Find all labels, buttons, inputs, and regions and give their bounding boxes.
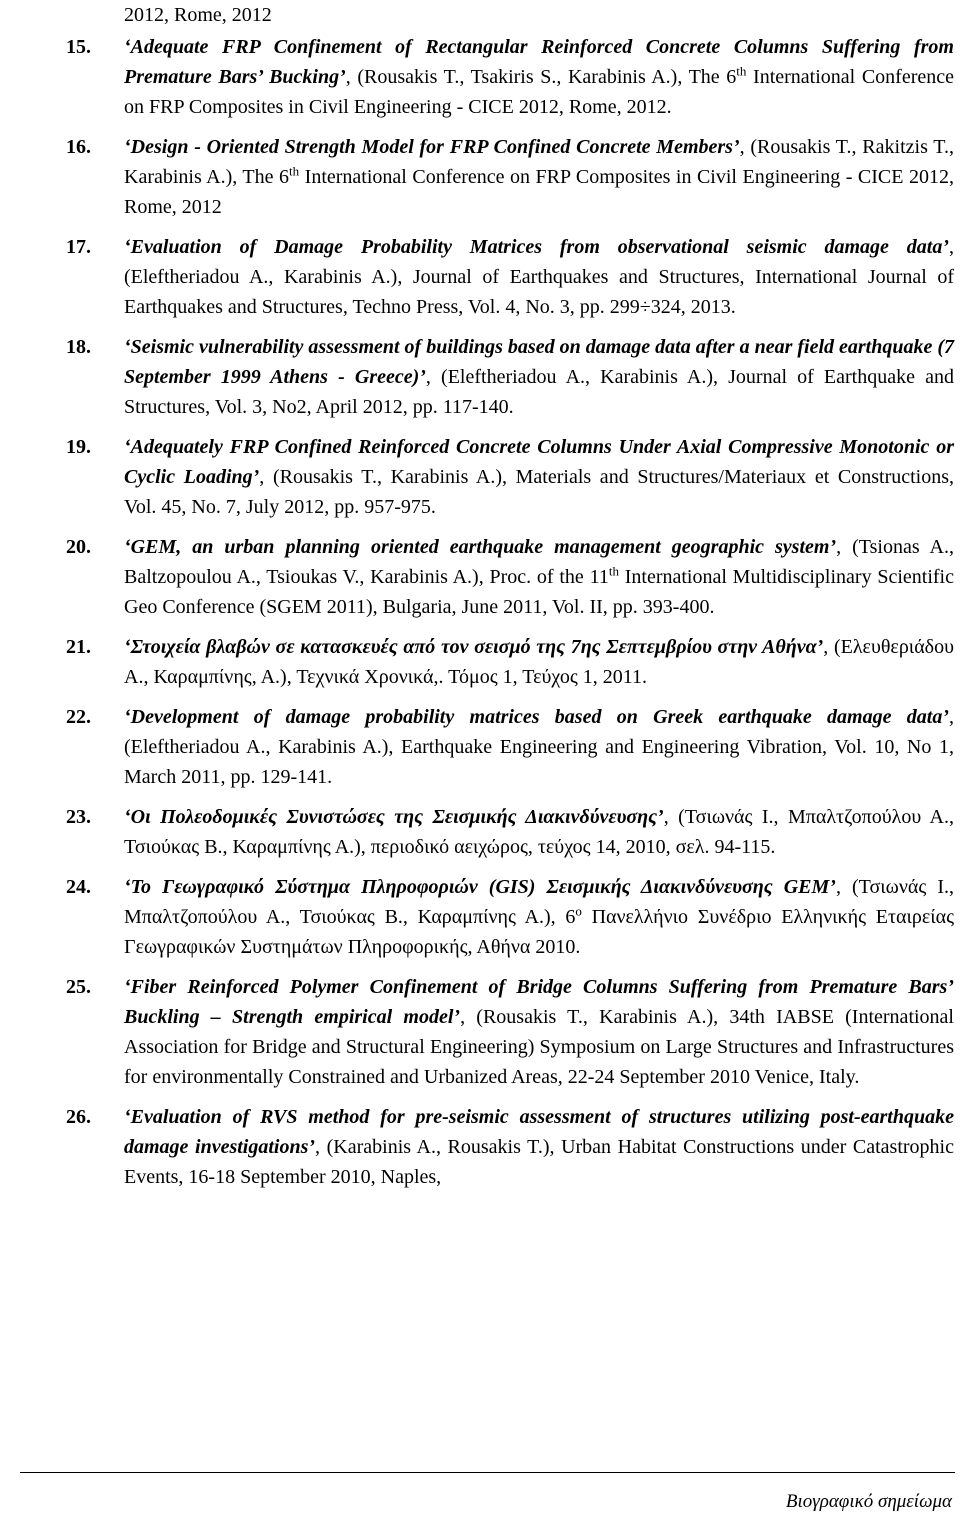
reference-item [0, 972, 954, 1092]
reference-item [0, 872, 954, 962]
reference-details: , (Τσιωνάς Ι., Μπαλτζοπούλου Α., Τσιούκας Β., Καραμπίνης Α.), 6 [124, 876, 954, 928]
reference-number: 23. [66, 806, 91, 828]
reference-details: , (Karabinis A., Rousakis T.), Urban Habitat Constructions under Catastrophic Events, 16-18 September 2010, Naples, [124, 1136, 954, 1188]
reference-item [0, 232, 954, 322]
reference-details-tail: International Conference on FRP Composites in Civil Engineering - CICE 2012, Rome, 2012 [124, 166, 954, 218]
reference-item [0, 702, 954, 792]
reference-superscript: th [289, 163, 300, 179]
reference-title: ‘Design - Oriented Strength Model for FRP Confined Concrete Members’ [124, 136, 740, 158]
reference-details: , (Ελευθεριάδου Α., Καραμπίνης, Α.), Τεχνικά Χρονικά,. Τόμος 1, Τεύχος 1, 2011. [124, 636, 954, 688]
reference-title: ‘Fiber Reinforced Polymer Confinement of Bridge Columns Suffering from Premature Bars’ Buckling – Strength empirical model’ [124, 976, 954, 1028]
reference-details: , (Rousakis T., Tsakiris S., Karabinis A.), The 6 [345, 66, 737, 88]
reference-number: 24. [66, 876, 91, 898]
reference-number: 17. [66, 236, 91, 258]
reference-title: ‘Evaluation of RVS method for pre-seismic assessment of structures utilizing post-earthquake damage investigations’ [124, 1106, 954, 1158]
reference-details-tail: International Conference on FRP Composites in Civil Engineering - CICE 2012, Rome, 2012. [124, 66, 954, 118]
reference-number: 20. [66, 536, 91, 558]
reference-details-tail: Πανελλήνιο Συνέδριο Ελληνικής Εταιρείας Γεωγραφικών Συστημάτων Πληροφορικής, Αθήνα 2010. [124, 906, 954, 958]
reference-item [0, 32, 954, 122]
reference-item [0, 632, 954, 692]
reference-title: ‘Seismic vulnerability assessment of buildings based on damage data after a near field earthquake (7 September 1999 Athens - Greece)’ [124, 336, 954, 388]
reference-item [0, 1102, 954, 1192]
reference-title: ‘Development of damage probability matrices based on Greek earthquake damage data’ [124, 706, 949, 728]
reference-number: 22. [66, 706, 91, 728]
reference-title: ‘GEM, an urban planning oriented earthquake management geographic system’ [124, 536, 837, 558]
reference-title: ‘Adequate FRP Confinement of Rectangular Reinforced Concrete Columns Suffering from Premature Bars’ Bucking’ [124, 36, 954, 88]
reference-title: ‘Στοιχεία βλαβών σε κατασκευές από τον σεισμό της 7ης Σεπτεμβρίου στην Αθήνα’ [124, 636, 824, 658]
reference-details: , (Rousakis T., Karabinis A.), Materials and Structures/Materiaux et Constructions, Vol. 45, No. 7, July 2012, pp. 957-975. [124, 466, 955, 518]
reference-number: 18. [66, 336, 91, 358]
reference-title: ‘Evaluation of Damage Probability Matrices from observational seismic damage data’ [124, 236, 949, 258]
reference-number: 21. [66, 636, 91, 658]
continuation-text: 2012, Rome, 2012 [124, 4, 272, 26]
reference-number: 25. [66, 976, 91, 998]
reference-details: , (Tsionas A., Baltzopoulou A., Tsioukas V., Karabinis A.), Proc. of the 11 [124, 536, 954, 588]
reference-title: ‘Οι Πολεοδομικές Συνιστώσες της Σεισμικής Διακινδύνευσης’ [124, 806, 664, 828]
reference-superscript: ο [575, 903, 582, 919]
reference-title: ‘Το Γεωγραφικό Σύστημα Πληροφοριών (GIS) Σεισμικής Διακινδύνευσης GEM’ [124, 876, 836, 898]
reference-number: 26. [66, 1106, 91, 1128]
reference-details: , (Eleftheriadou A., Karabinis A.), Earthquake Engineering and Engineering Vibration, Vol. 10, No 1, March 2011, pp. 129-141. [124, 706, 954, 788]
reference-item [0, 332, 954, 422]
footer-text: Βιογραφικό σημείωμα [785, 1491, 952, 1512]
reference-item [0, 802, 954, 862]
reference-number: 19. [66, 436, 91, 458]
reference-superscript: th [608, 563, 619, 579]
reference-number: 15. [66, 36, 91, 58]
reference-item [0, 532, 954, 622]
reference-item [0, 432, 954, 522]
footer-divider [20, 1472, 955, 1473]
reference-title: ‘Adequately FRP Confined Reinforced Concrete Columns Under Axial Compressive Monotonic or Cyclic Loading’ [124, 436, 954, 488]
reference-list [0, 32, 955, 1192]
reference-details: , (Τσιωνάς Ι., Μπαλτζοπούλου Α., Τσιούκας Β., Καραμπίνης Α.), περιοδικό αειχώρος, τεύχος 14, 2010, σελ. 94-115. [124, 806, 955, 858]
reference-number: 16. [66, 136, 91, 158]
reference-details: , (Eleftheriadou A., Karabinis A.), Journal of Earthquake and Structures, Vol. 3, No2, April 2012, pp. 117-140. [124, 366, 954, 418]
reference-details: , (Rousakis T., Rakitzis T., Karabinis A.), The 6 [124, 136, 954, 188]
reference-details: , (Eleftheriadou A., Karabinis A.), Journal of Earthquakes and Structures, International Journal of Earthquakes and Structures, Techno Press, Vol. 4, No. 3, pp. 299÷324, 2013. [124, 236, 954, 318]
reference-details: , (Rousakis T., Karabinis A.), 34th IABSE (International Association for Bridge and Structural Engineering) Symposium on Large Structures and Infrastructures for environmentally Constrained and Urbanized Areas, 22-24 September 2010 Venice, Italy. [124, 1006, 954, 1088]
reference-details-tail: International Multidisciplinary Scientific Geo Conference (SGEM 2011), Bulgaria, June 2011, Vol. II, pp. 393-400. [124, 566, 954, 618]
reference-item [0, 132, 954, 222]
reference-superscript: th [736, 63, 747, 79]
